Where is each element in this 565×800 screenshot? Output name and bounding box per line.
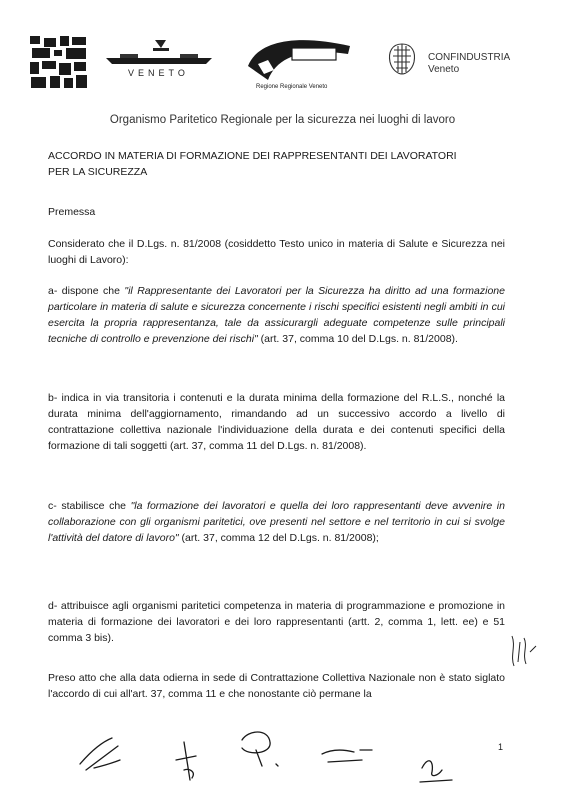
paragraph-c-prefix: c- stabilisce che — [48, 500, 131, 512]
margin-initials — [506, 632, 540, 672]
regione-veneto-logo — [238, 30, 358, 92]
preso-atto-paragraph: Preso atto che alla data odierna in sede di Contrattazione Collettiva Nazionale non è stato siglato l'accordo di cui all'art. 37, comma 11 e che nonostante ciò permane la — [48, 672, 505, 700]
paragraph-c — [48, 498, 505, 546]
confindustria-sub: Veneto — [428, 64, 460, 75]
paragraph-b: b- indica in via transitoria i contenuti e la durata minima della formazione del R.L.S., nonché la durata minima dell'aggiornamento, rimandando ad un successivo accordo a livello di contrattazione collettiva nazionale l'individuazione della durata e dei contenuti specifici della formazione di tali soggetti (art. 37, comma 11 del D.Lgs. n. 81/2008). — [48, 392, 505, 452]
paragraph-d: d- attribuisce agli organismi paritetici competenza in materia di programmazione e promozione in materia di formazione dei lavoratori e dei loro rappresentanti (artt. 2, comma 1, lett. ee) e 51 comma 3 bis). — [48, 600, 505, 644]
considerato-paragraph: Considerato che il D.Lgs. n. 81/2008 (cosiddetto Testo unico in materia di Salute e Sicurezza nei luoghi di Lavoro): — [48, 238, 505, 266]
paragraph-a — [48, 283, 505, 347]
paragraph-a-quote: "il Rappresentante dei Lavoratori per la Sicurezza ha diritto ad una formazione particolare in materia di salute e sicurezza concernente i rischi specifici esistenti negli ambiti in cui esercita la propria rappresentanza, tale da assicurargli adeguate competenze sulle principali tecniche di controllo e prevenzione dei rischi" — [48, 285, 505, 345]
signatures — [72, 720, 492, 792]
premessa-heading: Premessa — [48, 206, 96, 218]
veneto-label: VENETO — [128, 68, 189, 78]
organization-title: Organismo Paritetico Regionale per la sicurezza nei luoghi di lavoro — [109, 114, 456, 126]
paragraph-a-ref: (art. 37, comma 10 del D.Lgs. n. 81/2008). — [257, 333, 458, 345]
page-number: 1 — [498, 742, 504, 752]
document-title — [48, 148, 505, 180]
paragraph-c-quote: "la formazione dei lavoratori e quella dei loro rappresentanti deve avvenire in collaborazione con gli organismi paritetici, ove presenti nel settore e nel territorio in cui si svolge l'attività del datore di lavoro" — [48, 500, 505, 544]
confindustria-name: CONFINDUSTRIA — [428, 52, 511, 63]
paragraph-c-ref: (art. 37, comma 12 del D.Lgs. n. 81/2008); — [178, 532, 379, 544]
paragraph-a-prefix: a- dispone che — [48, 285, 125, 297]
document-title-line2: PER LA SICUREZZA — [48, 166, 148, 178]
confindustria-label — [428, 52, 510, 76]
regione-caption: Regione Regionale Veneto — [256, 84, 328, 90]
cgil-logo — [28, 34, 90, 90]
confindustria-emblem-icon — [382, 40, 422, 78]
document-title-line1: ACCORDO IN MATERIA DI FORMAZIONE DEI RAPPRESENTANTI DEI LAVORATORI — [48, 150, 457, 162]
